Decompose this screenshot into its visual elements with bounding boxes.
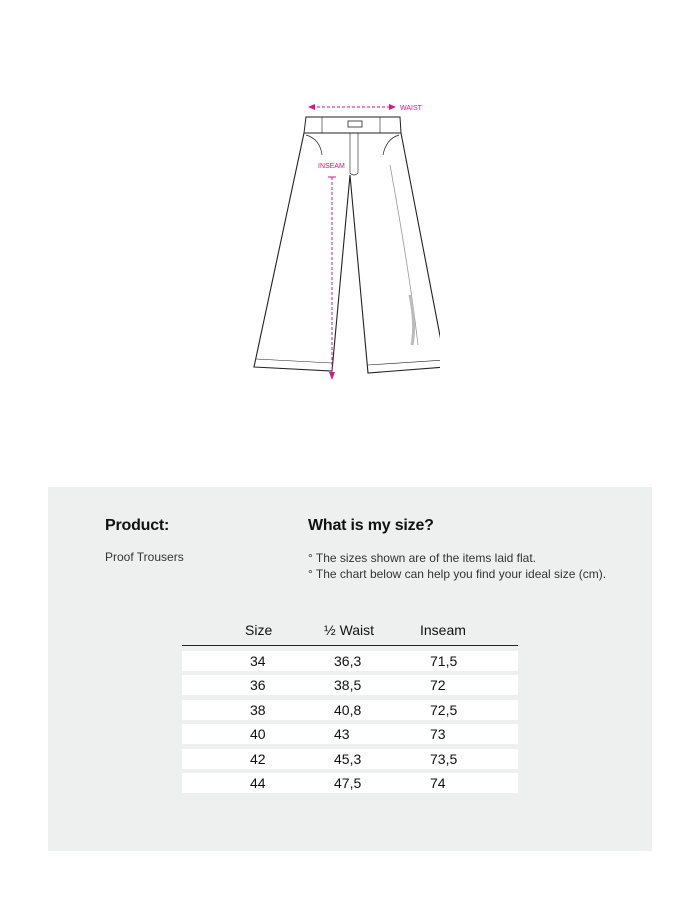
- header-inseam: Inseam: [420, 622, 466, 638]
- inseam-label: INSEAM: [318, 163, 345, 170]
- size-notes: [308, 550, 606, 582]
- cell-size: 38: [250, 701, 266, 718]
- waistband-outline: [304, 117, 401, 133]
- cell-inseam: 72: [430, 677, 446, 693]
- product-heading: Product:: [105, 517, 170, 534]
- table-header: [182, 619, 518, 646]
- cell-size: 34: [250, 652, 266, 669]
- note-laid-flat: ° The sizes shown are of the items laid flat.: [308, 551, 537, 565]
- cell-inseam: 72,5: [430, 701, 458, 718]
- table-row: [182, 749, 518, 769]
- cell-half-waist: 36,3: [334, 652, 362, 669]
- cell-half-waist: 47,5: [334, 775, 362, 791]
- table-row: [182, 773, 518, 793]
- cell-half-waist: 43: [334, 726, 350, 742]
- cell-inseam: 73,5: [430, 750, 458, 767]
- product-name: Proof Trousers: [105, 550, 184, 564]
- waist-label: WAIST: [400, 105, 422, 112]
- cell-inseam: 71,5: [430, 652, 458, 669]
- cell-half-waist: 45,3: [334, 750, 362, 767]
- cell-half-waist: 38,5: [334, 677, 362, 693]
- size-heading: What is my size?: [308, 517, 434, 534]
- cell-half-waist: 40,8: [334, 701, 362, 718]
- cell-size: 36: [250, 677, 266, 693]
- table-row: [182, 724, 518, 744]
- note-chart-help: ° The chart below can help you find your ideal size (cm).: [308, 567, 607, 581]
- header-half-waist: ½ Waist: [324, 622, 375, 638]
- waist-arrow: [308, 104, 396, 110]
- size-guide-panel: [48, 487, 652, 851]
- size-table: [182, 619, 518, 793]
- table-row: [182, 651, 518, 671]
- table-row: [182, 700, 518, 720]
- cell-inseam: 73: [430, 726, 446, 742]
- cell-size: 44: [250, 775, 266, 791]
- table-row: [182, 675, 518, 695]
- trousers-diagram: [240, 95, 440, 395]
- cell-inseam: 74: [430, 775, 446, 791]
- cell-size: 40: [250, 726, 266, 742]
- cell-size: 42: [250, 750, 266, 767]
- header-size: Size: [245, 622, 273, 638]
